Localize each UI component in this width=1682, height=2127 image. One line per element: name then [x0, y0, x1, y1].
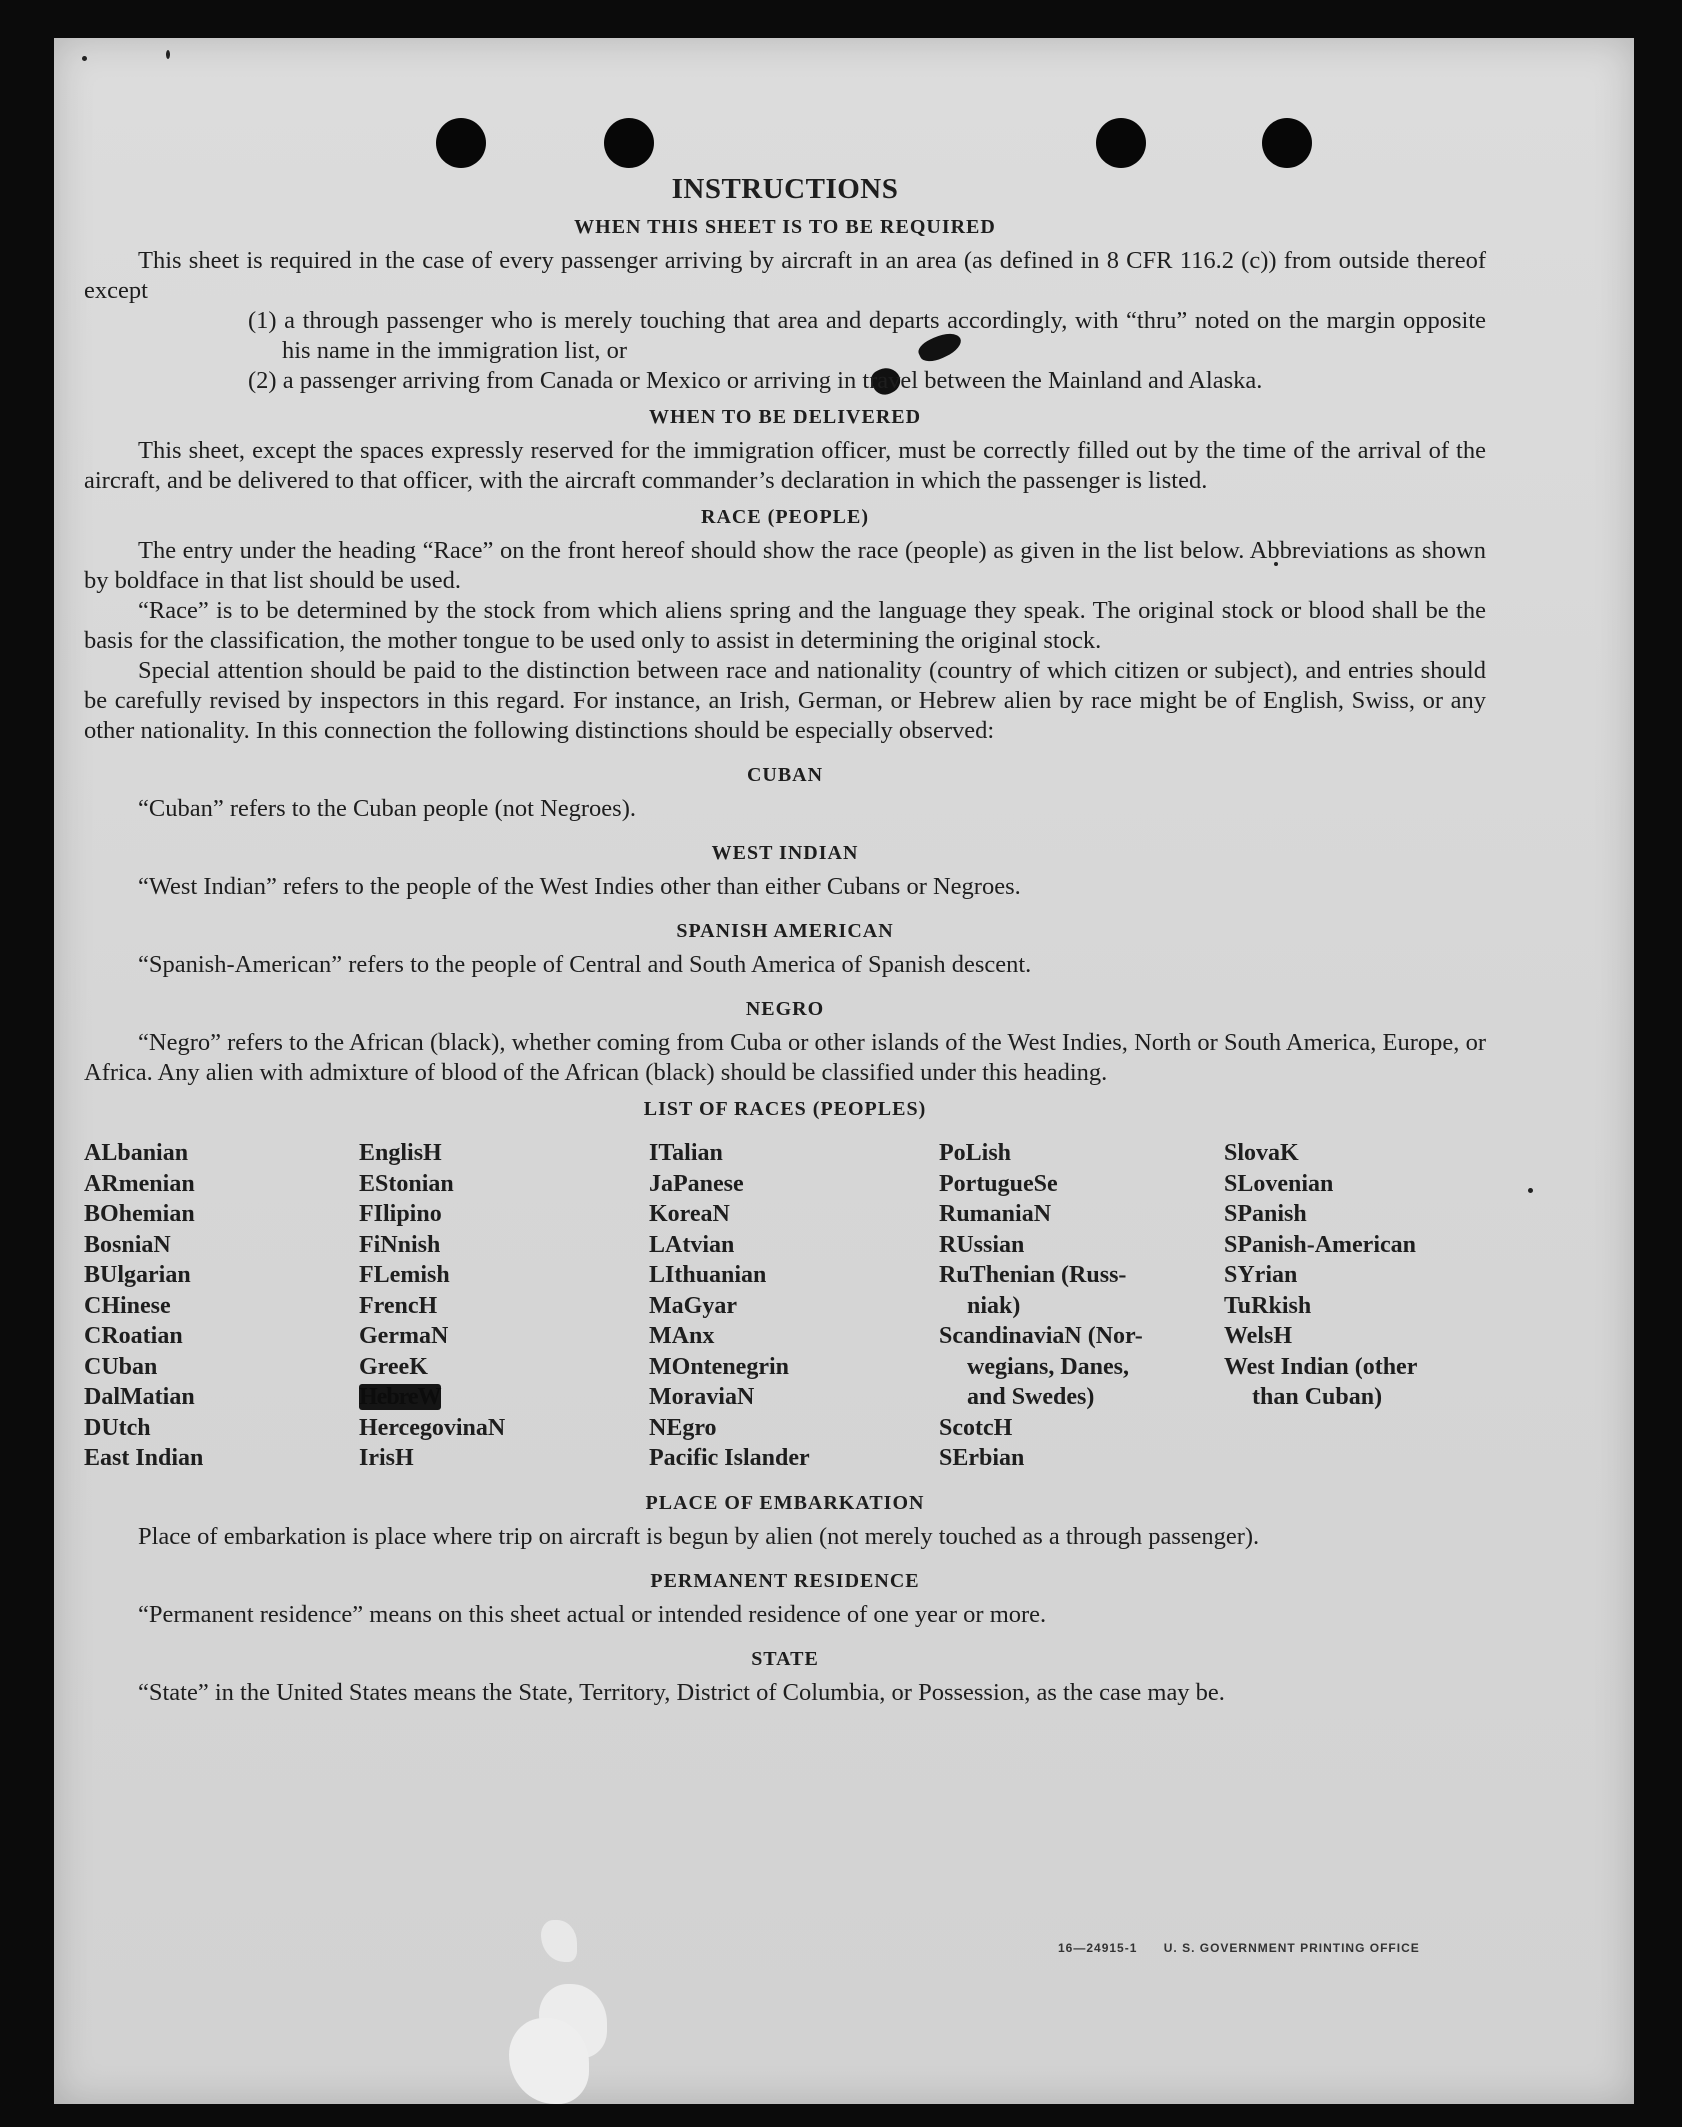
race-entry: BosniaN: [84, 1231, 171, 1258]
race-paragraph-3: Special attention should be paid to the distinction between race and nationality (country of which citizen or subject), and entries should be carefully revised by inspectors in this regard. For instance, an Irish, German, or Hebrew alien by race might be of English, Swiss, or any other nationality. In this connection the following distinctions should be especially observed:: [84, 657, 1486, 744]
section-heading-races-list: LIST OF RACES (PEOPLES): [643, 1098, 927, 1120]
required-item-2: (2) a passenger arriving from Canada or Mexico or arriving in travel between the Mainland and Alaska.: [248, 367, 1263, 394]
section-heading-state: STATE: [751, 1647, 819, 1670]
form-code: 16—24915-1: [1058, 1941, 1138, 1955]
race-entry: DalMatian: [84, 1384, 195, 1410]
race-entry: ScandinaviaN (Nor-: [939, 1323, 1143, 1349]
races-column-4: [939, 1138, 1224, 1474]
race-entry: MOntenegrin: [649, 1353, 789, 1380]
punch-hole: [604, 118, 654, 168]
race-entry: East Indian: [84, 1445, 204, 1471]
race-entry: RuThenian (Russ-: [939, 1262, 1127, 1288]
race-entry: ARmenian: [84, 1170, 195, 1197]
race-entry-continuation: than Cuban): [1252, 1384, 1383, 1410]
race-entry: IrisH: [359, 1445, 414, 1471]
race-entry: RUssian: [939, 1231, 1025, 1258]
race-entry: NEgro: [649, 1414, 717, 1441]
section-heading-delivered: WHEN TO BE DELIVERED: [648, 406, 922, 428]
races-column-5: [1224, 1138, 1486, 1474]
race-entry: LAtvian: [649, 1231, 735, 1258]
race-entry: ITalian: [649, 1140, 723, 1166]
race-entry: WelsH: [1224, 1323, 1293, 1349]
section-heading-spanish-american: SPANISH AMERICAN: [676, 920, 894, 942]
punch-hole: [436, 118, 486, 168]
race-entry: Pacific Islander: [649, 1445, 810, 1471]
race-entry: SErbian: [939, 1445, 1025, 1471]
section-heading-cuban: CUBAN: [746, 764, 824, 786]
race-entry: MoraviaN: [649, 1384, 755, 1410]
race-entry: SYrian: [1224, 1262, 1298, 1288]
race-paragraph-2: “Race” is to be determined by the stock from which aliens spring and the language they speak. The original stock or blood shall be the basis for the classification, the mother tongue to be used only to assist in determining the original stock.: [84, 597, 1486, 654]
spanish-american-text: “Spanish-American” refers to the people of Central and South America of Spanish descent.: [138, 951, 1032, 978]
speck-mark: [1528, 1188, 1533, 1193]
residence-text: “Permanent residence” means on this sheet actual or intended residence of one year or more.: [138, 1600, 1047, 1628]
race-entry: SPanish: [1224, 1201, 1307, 1227]
races-column-1: [84, 1138, 359, 1474]
race-entry: PortugueSe: [939, 1170, 1058, 1197]
race-entry: SLovenian: [1224, 1170, 1334, 1197]
race-entry: SlovaK: [1224, 1140, 1299, 1166]
required-item-1: (1) a through passenger who is merely touching that area and departs accordingly, with “thru” noted on the margin opposite his name in the immigration list, or: [248, 307, 1486, 364]
race-entry-continuation: and Swedes): [967, 1384, 1095, 1410]
race-entry: FiNnish: [359, 1231, 441, 1258]
race-entry: HercegovinaN: [359, 1414, 506, 1441]
section-heading-race: RACE (PEOPLE): [701, 506, 869, 528]
race-entry: PoLish: [939, 1140, 1012, 1166]
race-entry: FrencH: [359, 1292, 438, 1319]
race-entry: CHinese: [84, 1292, 171, 1319]
race-entry-continuation: niak): [967, 1292, 1021, 1319]
section-heading-negro: NEGRO: [745, 998, 825, 1020]
embarkation-text: Place of embarkation is place where trip on aircraft is begun by alien (not merely touched as a through passenger).: [138, 1522, 1260, 1550]
punch-hole: [1262, 118, 1312, 168]
races-column-2: [359, 1138, 649, 1474]
race-entry: KoreaN: [649, 1201, 730, 1227]
race-entry: FLemish: [359, 1262, 450, 1288]
race-entry: BOhemian: [84, 1201, 195, 1227]
instructions-content: [84, 170, 1486, 1708]
cuban-text: “Cuban” refers to the Cuban people (not Negroes).: [138, 795, 636, 822]
page-title: INSTRUCTIONS: [671, 173, 899, 205]
race-entry: JaPanese: [649, 1170, 744, 1197]
race-entry-continuation: wegians, Danes,: [967, 1353, 1130, 1380]
race-entry: CRoatian: [84, 1323, 183, 1349]
race-paragraph-1: The entry under the heading “Race” on the front hereof should show the race (people) as given in the list below. Abbreviations as shown by boldface in that list should be used.: [84, 537, 1486, 594]
section-heading-embarkation: PLACE OF EMBARKATION: [645, 1491, 925, 1514]
race-entry: MaGyar: [649, 1292, 737, 1319]
race-entry: DUtch: [84, 1414, 151, 1441]
race-entry: TuRkish: [1224, 1292, 1312, 1319]
race-entry: SPanish-American: [1224, 1231, 1416, 1258]
state-text: “State” in the United States means the State, Territory, District of Columbia, or Possession, as the case may be.: [138, 1678, 1225, 1706]
west-indian-text: “West Indian” refers to the people of the West Indies other than either Cubans or Negroes.: [138, 873, 1021, 900]
race-entry-struck-out: HebreW: [359, 1384, 441, 1410]
section-heading-required: WHEN THIS SHEET IS TO BE REQUIRED: [574, 216, 996, 238]
race-entry: LIthuanian: [649, 1262, 767, 1288]
required-intro: This sheet is required in the case of every passenger arriving by aircraft in an area (as defined in 8 CFR 116.2 (c)) from outside thereof except: [84, 247, 1486, 304]
race-entry: RumaniaN: [939, 1201, 1052, 1227]
race-entry: FIlipino: [359, 1201, 442, 1227]
races-column-3: [649, 1138, 939, 1474]
speck-mark: [166, 50, 170, 59]
race-entry: ALbanian: [84, 1140, 189, 1166]
race-entry: GreeK: [359, 1353, 428, 1380]
paper-damage: [509, 2018, 589, 2104]
negro-text: “Negro” refers to the African (black), whether coming from Cuba or other islands of the West Indies, North or South America, Europe, or Africa. Any alien with admixture of blood of the African (black) should be classified under this heading.: [84, 1029, 1486, 1086]
race-entry: MAnx: [649, 1323, 715, 1349]
race-entry: EStonian: [359, 1170, 454, 1197]
race-entry: ScotcH: [939, 1414, 1013, 1441]
printer-name: U. S. GOVERNMENT PRINTING OFFICE: [1163, 1941, 1420, 1955]
race-entry: West Indian (other: [1224, 1353, 1418, 1380]
race-entry: EnglisH: [359, 1140, 442, 1166]
race-entry: BUlgarian: [84, 1262, 191, 1288]
races-list: [84, 1138, 1486, 1474]
section-heading-residence: PERMANENT RESIDENCE: [650, 1569, 920, 1592]
punch-hole: [1096, 118, 1146, 168]
race-entry: GermaN: [359, 1323, 449, 1349]
speck-mark: [82, 56, 87, 61]
delivered-text: This sheet, except the spaces expressly reserved for the immigration officer, must be correctly filled out by the time of the arrival of the aircraft, and be delivered to that officer, with the aircraft commander’s declaration in which the passenger is listed.: [84, 437, 1486, 494]
printer-imprint: [1058, 1941, 1420, 1955]
race-entry: CUban: [84, 1353, 158, 1380]
section-heading-west-indian: WEST INDIAN: [711, 842, 859, 864]
